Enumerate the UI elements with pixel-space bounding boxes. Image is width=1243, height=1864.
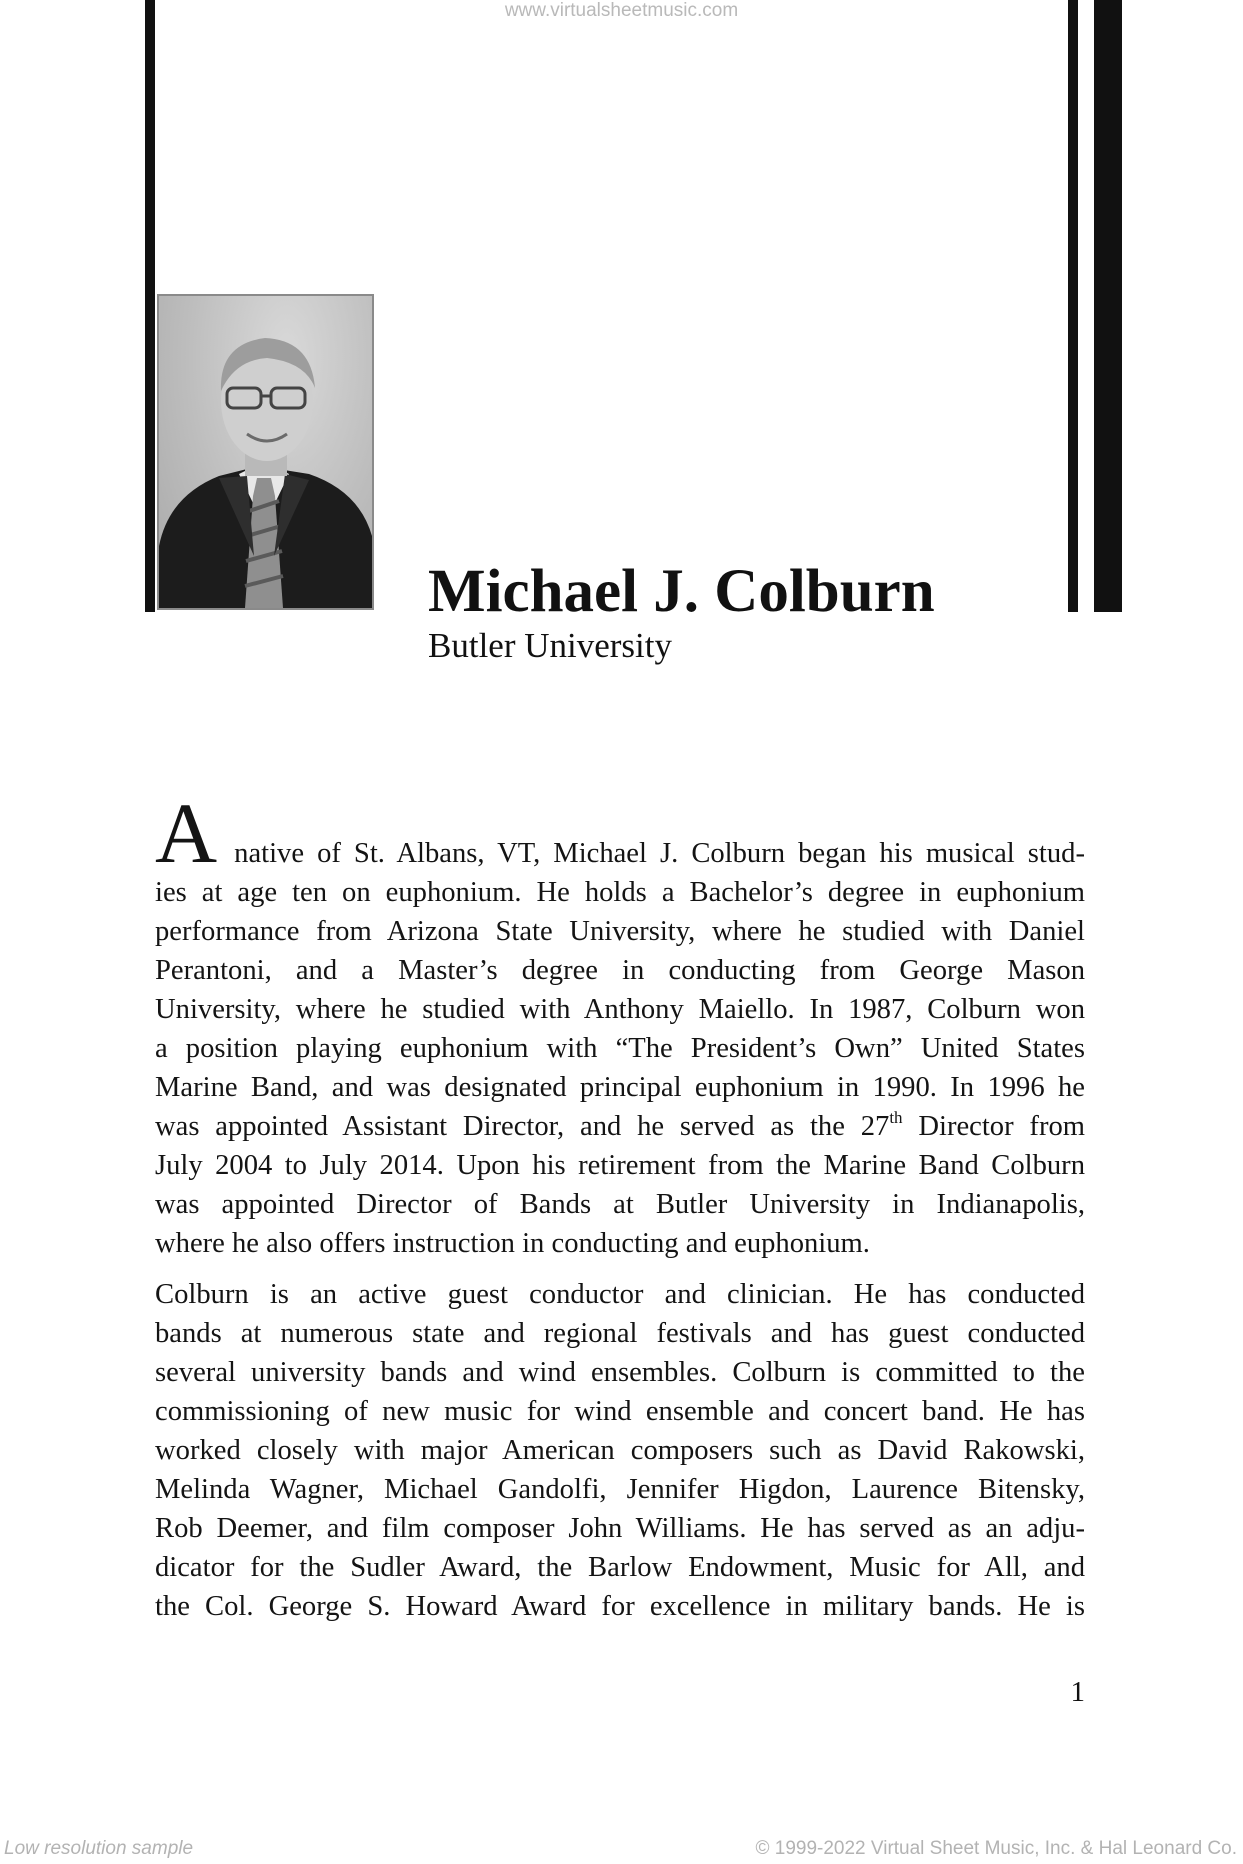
page-number: 1 [1070,1676,1085,1708]
bio-line: several university bands and wind ensembles. Colburn is committed to the [155,1357,1085,1388]
person-affiliation: Butler University [428,626,672,665]
bio-line: bands at numerous state and regional festivals and has guest conducted [155,1318,1085,1349]
bio-paragraph-2 [155,1275,1085,1626]
left-vertical-bar [145,0,155,612]
bio-line: worked closely with major American composers such as David Rakowski, [155,1435,1085,1466]
copyright-notice: © 1999-2022 Virtual Sheet Music, Inc. & Hal Leonard Co. [755,1838,1237,1859]
drop-cap: A [155,785,218,881]
bio-line: commissioning of new music for wind ensemble and concert band. He has [155,1396,1085,1427]
watermark-url: www.virtualsheetmusic.com [504,0,739,21]
bio-line: dicator for the Sudler Award, the Barlow Endowment, Music for All, and [155,1552,1085,1583]
bio-line: July 2004 to July 2014. Upon his retirement from the Marine Band Colburn [155,1150,1085,1181]
bio-paragraph-1 [155,785,1086,1263]
bio-line: University, where he studied with Anthony Maiello. In 1987, Colburn won [155,994,1085,1025]
bio-line: Perantoni, and a Master’s degree in conducting from George Mason [155,955,1085,986]
low-resolution-watermark: Low resolution sample [4,1838,194,1859]
bio-line: was appointed Director of Bands at Butler University in Indianapolis, [155,1189,1085,1220]
bio-line: performance from Arizona State University, where he studied with Daniel [155,916,1085,947]
portrait-illustration [159,296,372,608]
ordinal-superscript: th [889,1108,903,1127]
bio-line: where he also offers instruction in conducting and euphonium. [155,1228,870,1259]
bio-line: Marine Band, and was designated principal euphonium in 1990. In 1996 he [155,1072,1085,1103]
bio-line: Colburn is an active guest conductor and clinician. He has conducted [155,1279,1085,1310]
portrait-photo [157,294,374,610]
bio-line: was appointed Assistant Director, and he served as the 27th Director from [155,1108,1086,1142]
bio-line: A native of St. Albans, VT, Michael J. Colburn began his musical stud- [155,785,1085,881]
person-name: Michael J. Colburn [428,558,935,625]
right-thick-vertical-bar [1094,0,1122,612]
bio-line: a position playing euphonium with “The President’s Own” United States [155,1033,1085,1064]
bio-line: Rob Deemer, and film composer John Williams. He has served as an adju- [155,1513,1085,1544]
bio-line: the Col. George S. Howard Award for excellence in military bands. He is [155,1591,1085,1622]
bio-line: Melinda Wagner, Michael Gandolfi, Jennifer Higdon, Laurence Bitensky, [155,1474,1085,1505]
right-thin-vertical-bar [1068,0,1078,612]
bio-line: ies at age ten on euphonium. He holds a Bachelor’s degree in euphonium [155,877,1085,908]
